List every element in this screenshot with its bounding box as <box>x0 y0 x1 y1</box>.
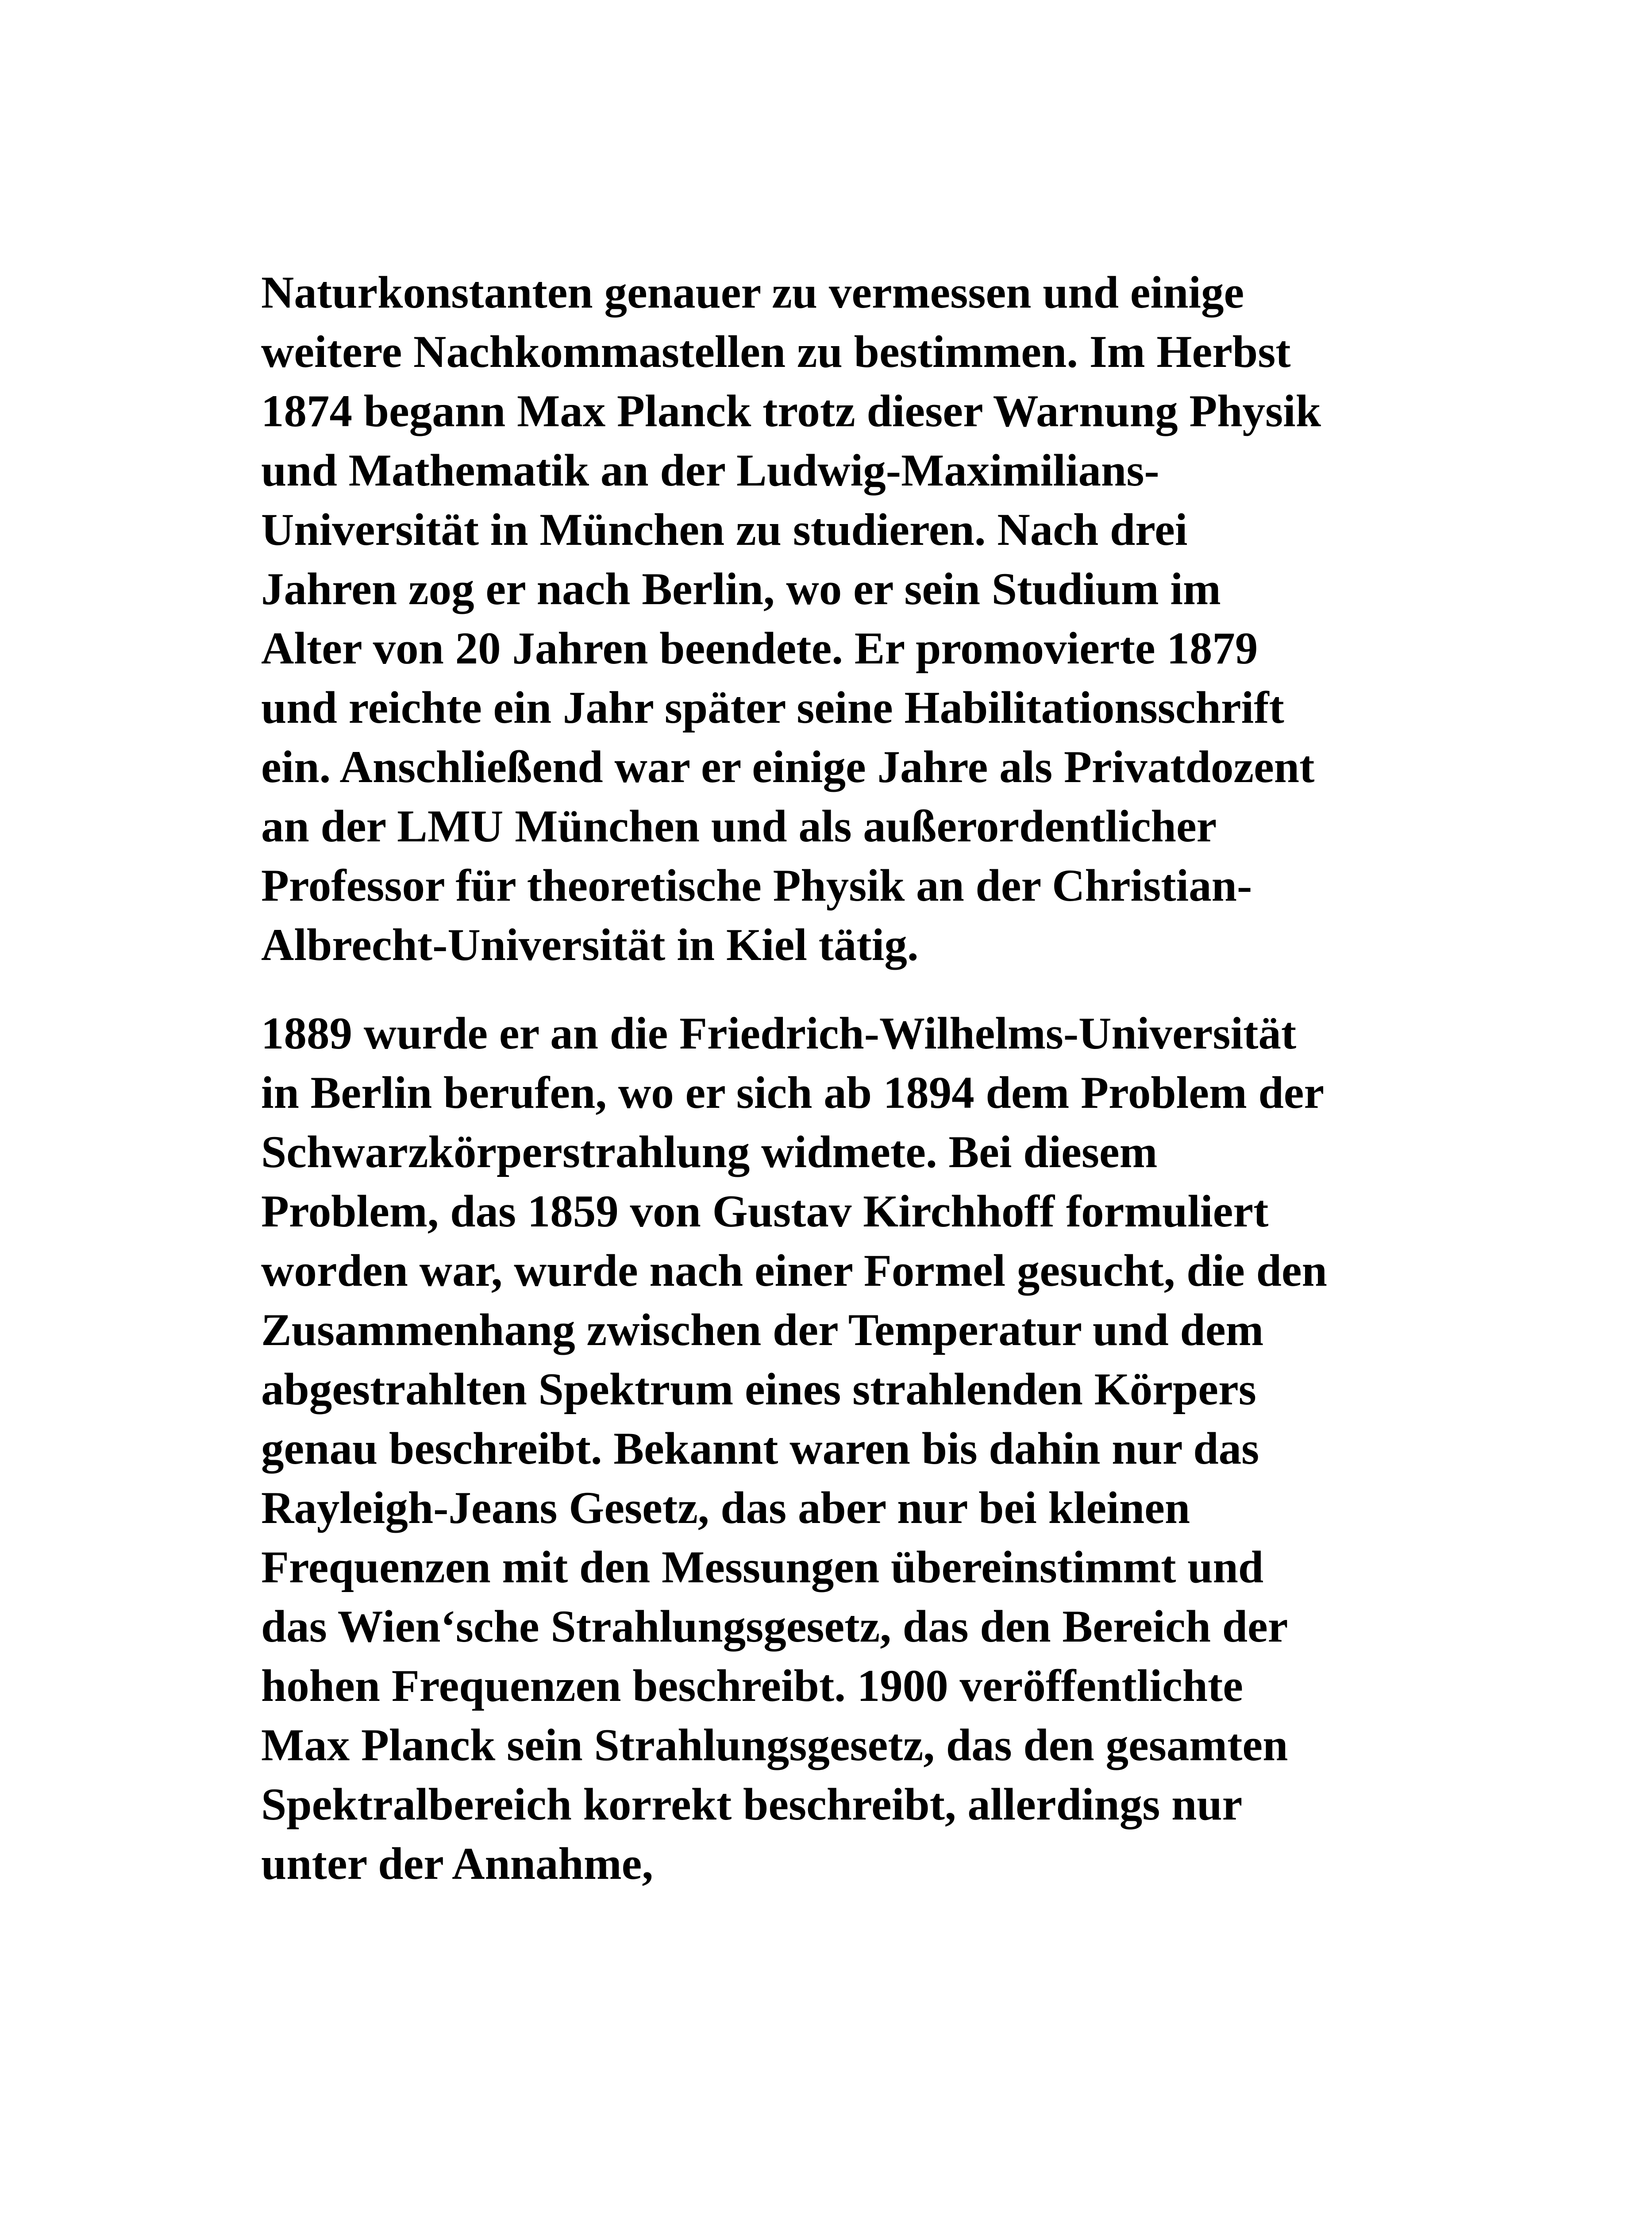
paragraph-line: worden war, wurde nach einer Formel gesucht, die den <box>261 1245 1327 1296</box>
paragraph-2 <box>261 1004 1412 1893</box>
paragraph-1 <box>261 263 1412 975</box>
paragraph-line: und Mathematik an der Ludwig-Maximilians- <box>261 445 1159 496</box>
paragraph-line: Naturkonstanten genauer zu vermessen und einige <box>261 267 1244 318</box>
paragraph-line: weitere Nachkommastellen zu bestimmen. Im Herbst <box>261 327 1291 377</box>
paragraph-line: 1889 wurde er an die Friedrich-Wilhelms-Universität <box>261 1008 1297 1059</box>
paragraph-line: Universität in München zu studieren. Nach drei <box>261 505 1188 555</box>
paragraph-line: und reichte ein Jahr später seine Habilitationsschrift <box>261 682 1284 733</box>
paragraph-line: Problem, das 1859 von Gustav Kirchhoff formuliert <box>261 1186 1269 1237</box>
paragraph-line: an der LMU München und als außerordentlicher <box>261 801 1217 852</box>
paragraph-line: in Berlin berufen, wo er sich ab 1894 dem Problem der <box>261 1068 1325 1118</box>
paragraph-line: Jahren zog er nach Berlin, wo er sein Studium im <box>261 564 1221 614</box>
paragraph-line: Zusammenhang zwischen der Temperatur und dem <box>261 1305 1264 1355</box>
paragraph-line: Albrecht-Universität in Kiel tätig. <box>261 920 919 970</box>
paragraph-line: Max Planck sein Strahlungsgesetz, das den gesamten <box>261 1720 1288 1770</box>
paragraph-line: das Wien‘sche Strahlungsgesetz, das den Bereich der <box>261 1601 1288 1652</box>
paragraph-line: Alter von 20 Jahren beendete. Er promovierte 1879 <box>261 623 1258 674</box>
paragraph-line: Frequenzen mit den Messungen übereinstimmt und <box>261 1542 1264 1592</box>
paragraph-line: ein. Anschließend war er einige Jahre als Privatdozent <box>261 742 1315 792</box>
paragraph-line: hohen Frequenzen beschreibt. 1900 veröffentlichte <box>261 1661 1244 1711</box>
paragraph-line: genau beschreibt. Bekannt waren bis dahin nur das <box>261 1423 1259 1474</box>
paragraph-line: Spektralbereich korrekt beschreibt, allerdings nur <box>261 1779 1243 1830</box>
paragraph-line: unter der Annahme, <box>261 1839 654 1889</box>
paragraph-line: Rayleigh-Jeans Gesetz, das aber nur bei kleinen <box>261 1483 1190 1533</box>
paragraph-line: abgestrahlten Spektrum eines strahlenden Körpers <box>261 1364 1256 1415</box>
paragraph-line: 1874 begann Max Planck trotz dieser Warnung Physik <box>261 386 1321 436</box>
paragraph-line: Professor für theoretische Physik an der Christian- <box>261 860 1252 911</box>
paragraph-line: Schwarzkörperstrahlung widmete. Bei diesem <box>261 1127 1158 1177</box>
